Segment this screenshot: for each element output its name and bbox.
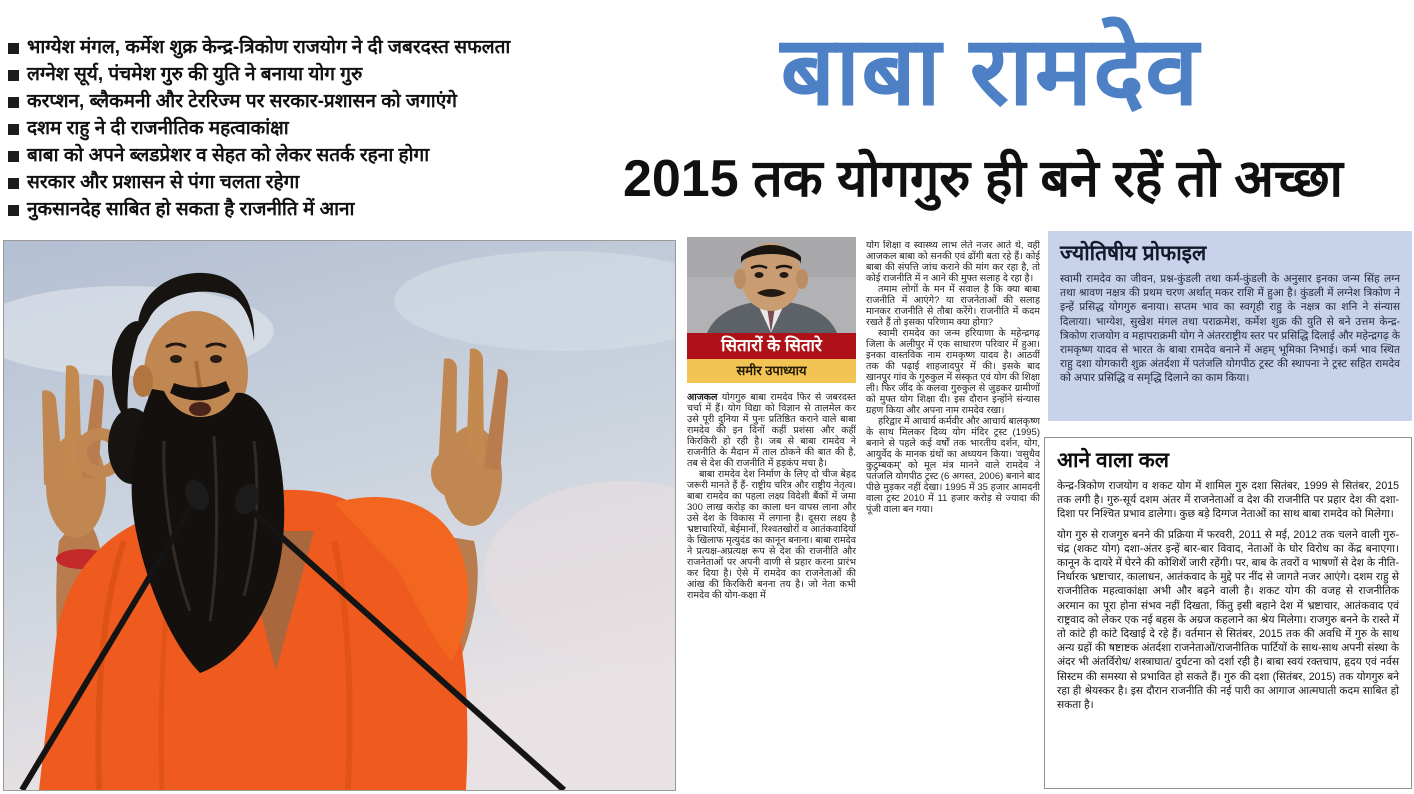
bullet-text: बाबा को अपने ब्लडप्रेशर व सेहत को लेकर सतर्क रहना होगा	[27, 145, 430, 166]
article-column-2	[866, 240, 1040, 792]
lead-word: आजकल	[687, 392, 718, 403]
paragraph	[687, 392, 856, 469]
list-item	[8, 117, 658, 140]
square-bullet-icon	[8, 124, 19, 135]
author-portrait-photo	[687, 237, 856, 333]
page-title: बाबा रामदेव	[780, 18, 1200, 125]
paragraph: स्वामी रामदेव का जन्म हरियाणा के महेन्द्रगढ़ जिला के अलीपुर में एक साधारण परिवार में हुआ। इनका वास्तविक नाम रामकृष्ण यादव है। आठवीं तक की पढ़ाई शाहजादपुर में की। इसके बाद खानपुर गांव के गुरुकुल में संस्कृत एवं योग की शिक्षा ली। फिर जींद के कलवा गुरुकुल से जुड़कर ग्रामीणों को मुफ्त योग शिक्षा दी। इस दौरान इन्होंने संन्यास ग्रहण किया और अपना नाम रामदेव रखा।	[866, 328, 1040, 416]
box-paragraph: केन्द्र-त्रिकोण राजयोग व शकट योग में शामिल गुरु दशा सितंबर, 1999 से सितंबर, 2015 तक लगी है। गुरु-सूर्य दशम अंतर में राजनेताओं व देश की राजनीति पर प्रहार देश की दशा-दिशा पर निश्चित प्रभाव डालेगा। कुछ बड़े दिग्गज नेताओं का साथ बाबा रामदेव को मिलेगा।	[1057, 480, 1399, 521]
bullet-text: लग्नेश सूर्य, पंचमेश गुरु की युति ने बनाया योग गुरु	[27, 64, 363, 85]
box-title: आने वाला कल	[1057, 449, 1169, 472]
author-name: समीर उपाध्याय	[687, 359, 856, 383]
list-item	[8, 63, 658, 86]
bullet-text: सरकार और प्रशासन से पंगा चलता रहेगा	[27, 172, 300, 193]
box-body: स्वामी रामदेव का जीवन, प्रश्न-कुंडली तथा कर्म-कुंडली के अनुसार इनका जन्म सिंह लग्न तथा श्रावण नक्षत्र की प्रथम चरण अर्थात् मकर राशि में हुआ है। कुंडली में लग्नेश त्रिकोण ने इन्हें प्रसिद्ध योगगुरु बनाया। सप्तम भाव का स्वगृही राहु के नक्षत्र का शनि ने संन्यास दिलाया। भाग्येश, सुखेश मंगल तथा पराक्रमेश, कर्मेश शुक्र की युति से बने उत्तम केन्द्र-त्रिकोण राजयोग व महापराक्रमी योग ने अंतरराष्ट्रीय स्तर पर प्रसिद्धि दिलाई और महेन्द्रगढ़ के रामकृष्ण यादव से भारत के बाबा रामदेव बनाने में अहम् भूमिका निभाई। कर्म भाव स्थित राहु दशा योगकारी शुक्र अंतर्दशा में पतंजलि योगपीठ ट्रस्ट की स्थापना ने ट्रस्ट सहित रामदेव को अपार प्रसिद्धि व समृद्धि दिलाने का काम किया।	[1060, 273, 1400, 385]
square-bullet-icon	[8, 205, 19, 216]
paragraph: बाबा रामदेव देश निर्माण के लिए दो चीज बेहद जरूरी मानते हैं हैं- राष्ट्रीय चरित्र और राष्ट्रीय नेतृत्व। बाबा रामदेव का पहला लक्ष्य विदेशी बैंकों में जमा 300 लाख करोड़ का काला धन वापस लाना और उसे देश के विकास में लगाना है। दूसरा लक्ष्य है भ्रष्टाचारियों, बेईमानों, रिश्वतखोरों व आतंकवादियों के खिलाफ मृत्युदंड का कानून बनाना। बाबा रामदेव ने प्रत्यक्ष-अप्रत्यक्ष रूप से देश की राजनीति और राजनेताओं पर अपनी वाणी से प्रहार करना प्रारंभ कर दिया है। ऐसे में रामदेव का राजनेताओं की आंख की किरकिरी बनना तय है। जो नेता कभी रामदेव की योग-कक्षा में	[687, 469, 856, 601]
bullet-text: दशम राहु ने दी राजनीतिक महत्वाकांक्षा	[27, 118, 289, 139]
baba-ramdev-speech-illustration	[4, 241, 675, 790]
square-bullet-icon	[8, 97, 19, 108]
series-title: सितारों के सितारे	[687, 333, 856, 359]
astro-profile-box	[1048, 231, 1412, 421]
byline-band	[687, 333, 856, 383]
main-photo	[3, 240, 676, 791]
paragraph-text: योगगुरु बाबा रामदेव फिर से जबरदस्त चर्चा में हैं। योग विद्या को विज्ञान से तालमेल कर उसे पूरी दुनिया में पुनः प्रतिष्ठित कराने वाले बाबा रामदेव की इन दिनों कहीं प्रशंसा और कहीं किरकिरी हो रही है। जब से बाबा रामदेव ने राजनीति के मैदान में ताल ठोकने की बात की है, तब से देश की राजनीति में हड़कंप मचा है।	[687, 392, 856, 469]
list-item	[8, 36, 658, 59]
square-bullet-icon	[8, 178, 19, 189]
article-column-1	[687, 392, 856, 790]
paragraph: योग शिक्षा व स्वास्थ्य लाभ लेते नजर आते थे, वही आजकल बाबा को सनकी एवं ढोंगी बता रहे हैं। कोई बाबा की संपत्ति जांच कराने की मांग कर रहा है, तो कोई राजनीति में न आने की मुफ्त सलाह दे रहा है।	[866, 240, 1040, 284]
square-bullet-icon	[8, 43, 19, 54]
list-item	[8, 90, 658, 113]
future-forecast-box	[1044, 437, 1412, 789]
paragraph: तमाम लोगों के मन में सवाल है कि क्या बाबा राजनीति में आएंगे? या राजनेताओं की सलाह मानकर राजनीति से तौबा करेंगे। राजनीति में कदम रखते हैं तो इसका परिणाम क्या होगा?	[866, 284, 1040, 328]
bullet-text: नुकसानदेह साबित हो सकता है राजनीति में आना	[27, 199, 355, 220]
bullet-text: करप्शन, ब्लैकमनी और टेररिज्म पर सरकार-प्रशासन को जगाएंगे	[27, 91, 457, 112]
paragraph: हरिद्वार में आचार्य कर्मवीर और आचार्य बालकृष्ण के साथ मिलकर दिव्य योग मंदिर ट्रस्ट (1995) बनाने से पहले कई वर्षों तक भारतीय दर्शन, योग, आयुर्वेद के मानक ग्रंथों का अध्ययन किया। 'वसुधैव कुटुम्बकम्' को मूल मंत्र मानने वाले रामदेव ने पतंजलि योगपीठ ट्रस्ट (6 अगस्त, 2006) बनाने बाद पीछे मुड़कर नहीं देखा। 1995 में 35 हजार आमदनी वाला ट्रस्ट 2010 में 11 हजार करोड़ से ज्यादा की पूंजी वाला बन गया।	[866, 416, 1040, 515]
square-bullet-icon	[8, 70, 19, 81]
bullet-text: भाग्येश मंगल, कर्मेश शुक्र केन्द्र-त्रिकोण राजयोग ने दी जबरदस्त सफलता	[27, 37, 511, 58]
square-bullet-icon	[8, 151, 19, 162]
column-byline	[687, 237, 856, 790]
page-subtitle: 2015 तक योगगुरु ही बने रहें तो अच्छा	[622, 150, 1344, 208]
box-title: ज्योतिषीय प्रोफाइल	[1060, 242, 1207, 265]
box-paragraph: योग गुरु से राजगुरु बनने की प्रक्रिया में फरवरी, 2011 से मई, 2012 तक चलने वाली गुरु-चंद्र (शकट योग) दशा-अंतर इन्हें बार-बार विवाद, नेताओं के घोर विरोध का केंद्र बनाएगा। कानून के दायरे में घेरने की कोशिशें जारी रहेंगी। पर, बाब के तवरों व भाषणों से देश के नीति-निर्धारक भ्रष्टाचार, कालाधन, आतंकवाद के मुद्दे पर नींद से जागते नजर आएंगे। दशम राहु से राजनीतिक महत्वाकांक्षा अभी और बढ़ने वाली है। शकट योग की वजह से राजनीतिक अरमान का पूरा होना संभव नहीं दिखता, किंतु इसी बहाने देश में भ्रष्टाचार, आतंकवाद एवं राष्ट्रवाद को लेकर एक नई बहस के अग्रज कहलाने का श्रेय मिलेगा। राजगुरु बनने के रास्ते में तो कांटे ही कांटे दिखाई दे रहे हैं। वर्तमान से सितंबर, 2015 तक की अवधि में गुरु के साथ अन्य ग्रहों की षष्टाष्टक अंतर्दशा राजनेताओं/राजनीतिक पार्टियों के साथ-साथ अपनी संस्था के अंदर भी अंतर्विरोध/ शस्त्राघात/ दुर्घटना को दर्शा रही है। बाबा स्वयं रक्तचाप, हृदय एवं नर्वस सिस्टम की समस्या से प्रभावित हो सकते हैं। गुरु की दशा (सितंबर, 2015) तक योगगुरु बने रहा ही श्रेयस्कर है। इस दौरान राजनीति की नई पारी का आगाज आत्मघाती कदम साबित हो सकता है।	[1057, 528, 1399, 712]
